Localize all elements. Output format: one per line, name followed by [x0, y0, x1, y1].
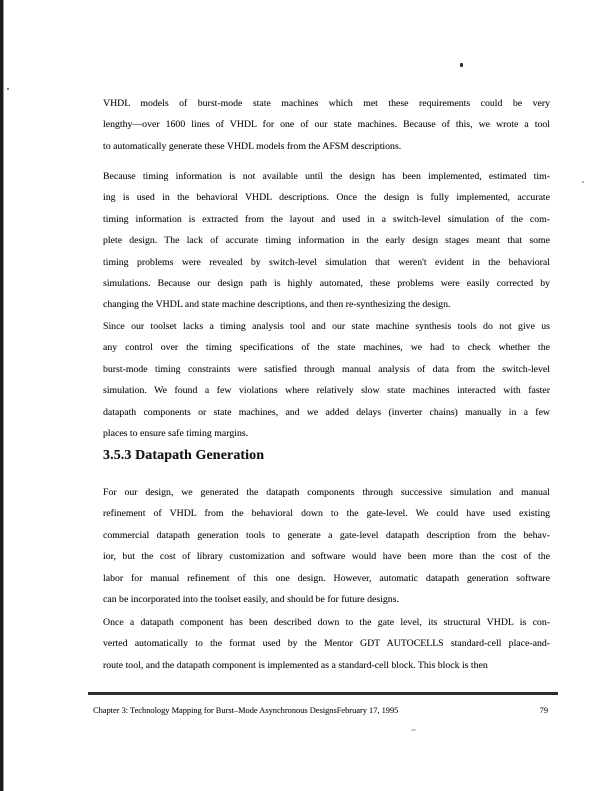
text-line: plete design. The lack of accurate timing information in the early design stages meant that some	[103, 235, 550, 247]
text-line: Once a datapath component has been described down to the gate level, its structural VHDL is con-	[103, 617, 550, 628]
scan-speck	[7, 88, 9, 90]
text-line: For our design, we generated the datapath components through successive simulation and manual	[103, 487, 550, 498]
text-line: ior, but the cost of library customization and software would have been more than the cost of the	[103, 551, 550, 563]
scan-speck	[411, 729, 416, 731]
paragraph-autocells	[103, 612, 550, 676]
text-line: to automatically generate these VHDL models from the AFSM descriptions.	[103, 140, 402, 152]
text-line: simulation. We found a few violations where relatively slow state machines interacted with faster	[103, 385, 550, 397]
scan-speck	[460, 63, 463, 67]
footer-chapter-title: Chapter 3: Technology Mapping for Burst–Mode Asynchronous DesignsFebruary 17, 1995	[93, 706, 399, 715]
text-line: simulations. Because our design path is highly automated, these problems were easily corrected by	[103, 277, 550, 289]
text-line: any control over the timing specifications of the state machines, we had to check whether the	[103, 342, 550, 354]
text-line: verted automatically to the format used by the Mentor GDT AUTOCELLS standard-cell place-and-	[103, 638, 550, 650]
text-line: commercial datapath generation tools to generate a gate-level datapath description from the behav-	[103, 529, 550, 541]
text-line: timing problems were revealed by switch-level simulation that weren't evident in the behavioral	[103, 256, 550, 268]
paragraph-timing-analysis	[103, 316, 550, 444]
text-line: burst-mode timing constraints were satisfied through manual analysis of data from the switch-level	[103, 363, 550, 375]
text-line: changing the VHDL and state machine descriptions, and then re-synthesizing the design.	[103, 299, 451, 311]
footer-rule	[88, 692, 558, 695]
scan-speck	[582, 181, 584, 183]
text-line: VHDL models of burst-mode state machines which met these requirements could be very	[103, 98, 550, 109]
scan-edge-artifact	[0, 0, 3, 791]
text-line: timing information is extracted from the layout and used in a switch-level simulation of the com-	[103, 213, 550, 225]
text-line: Since our toolset lacks a timing analysis tool and our state machine synthesis tools do not give us	[103, 321, 550, 332]
page-number: 79	[539, 706, 548, 715]
text-line: ing is used in the behavioral VHDL descriptions. Once the design is fully implemented, accurate	[103, 192, 550, 204]
text-line: places to ensure safe timing margins.	[103, 427, 249, 439]
text-line: route tool, and the datapath component is implemented as a standard-cell block. This block is then	[103, 659, 488, 671]
paragraph-vhdl-models	[103, 93, 550, 157]
text-line: Because timing information is not available until the design has been implemented, estimated tim-	[103, 171, 550, 182]
paragraph-timing-information	[103, 166, 550, 316]
page-footer	[93, 705, 548, 717]
text-line: labor for manual refinement of this one design. However, automatic datapath generation software	[103, 572, 550, 584]
paragraph-datapath-design	[103, 482, 550, 610]
text-line: can be incorporated into the toolset easily, and should be for future designs.	[103, 593, 399, 605]
text-line: lengthy—over 1600 lines of VHDL for one of our state machines. Because of this, we wrote a tool	[103, 119, 550, 131]
section-heading: 3.5.3 Datapath Generation	[103, 448, 265, 463]
text-line: datapath components or state machines, and we added delays (inverter chains) manually in a few	[103, 406, 550, 418]
text-line: refinement of VHDL from the behavioral down to the gate-level. We could have used existing	[103, 508, 550, 520]
